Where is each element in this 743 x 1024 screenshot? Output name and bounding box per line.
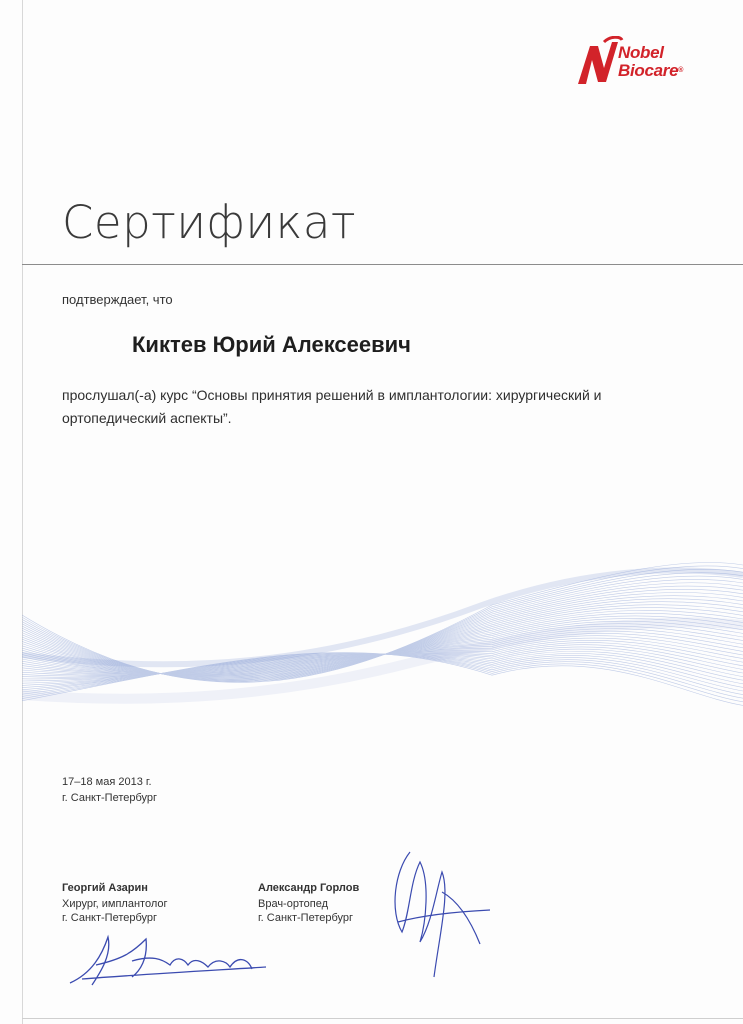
event-info — [62, 774, 157, 806]
logo-n-mark-icon — [574, 36, 624, 88]
event-city: г. Санкт-Петербург — [62, 792, 158, 804]
signature-1 — [62, 925, 272, 995]
confirms-text: подтверждает, что — [62, 292, 173, 307]
signer-1-city: г. Санкт-Петербург — [62, 912, 158, 924]
signer-2 — [258, 881, 359, 925]
signer-2-name: Александр Горлов — [258, 882, 360, 894]
certificate-title: Сертификат — [62, 196, 357, 249]
logo-line1: Nobel — [618, 43, 664, 62]
logo-wordmark — [618, 44, 683, 80]
page-edge — [22, 0, 23, 1024]
signer-2-role: Врач-ортопед — [258, 898, 329, 910]
course-statement — [62, 384, 682, 430]
nobel-biocare-logo — [574, 36, 724, 92]
signature-2 — [380, 832, 500, 982]
signer-2-city: г. Санкт-Петербург — [258, 912, 354, 924]
logo-line2: Biocare — [618, 61, 679, 80]
event-dates: 17–18 мая 2013 г. — [62, 776, 152, 788]
signer-1-role: Хирург, имплантолог — [62, 898, 168, 910]
logo-reg-mark: ® — [678, 67, 684, 74]
title-divider — [22, 264, 743, 265]
signer-1-name: Георгий Азарин — [62, 882, 148, 894]
page-edge-bottom — [22, 1018, 743, 1019]
decorative-wave-graphic — [22, 555, 743, 785]
course-prefix: прослушал(-а) курс — [62, 387, 192, 403]
recipient-name: Киктев Юрий Алексеевич — [132, 332, 411, 357]
signer-1 — [62, 881, 168, 925]
course-name: “Основы принятия решений в имплантологии: хирургический и ортопедический аспекты”. — [62, 387, 602, 426]
